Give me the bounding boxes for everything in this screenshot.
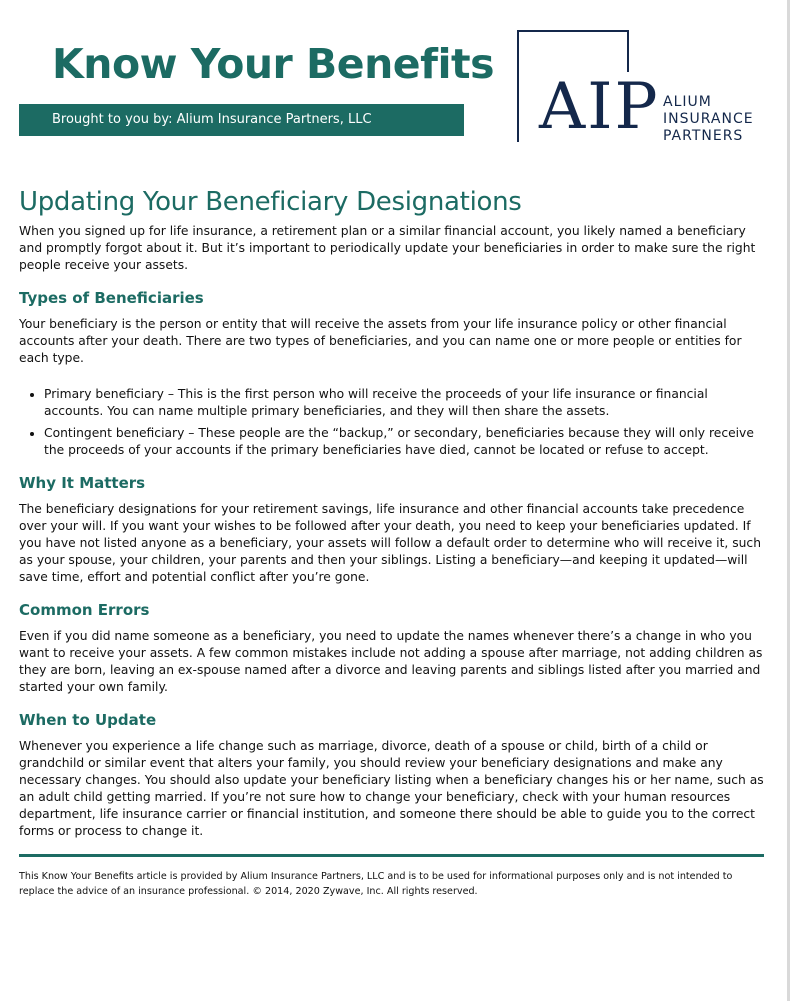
section-body-when: Whenever you experience a life change such as marriage, divorce, death of a spouse or child, birth of a child or grandchild or similar event that alters your family, you should review your beneficiary designations and make any necessary changes. You should also update your beneficiary listing when a beneficiary changes his or her name, such as an adult child getting married. If you’re not sure how to change your beneficiary, check with your human resources department, life insurance carrier or financial institution, and someone there should be able to guide you to the correct forms or process to change it. bbox=[19, 739, 764, 838]
section-heading-errors: Common Errors bbox=[19, 601, 150, 619]
footer-disclaimer: This Know Your Benefits article is provided by Alium Insurance Partners, LLC and is to be used for informational purposes only and is not intended to replace the advice of an insurance professional. © 2014, 2020 Zywave, Inc. All rights reserved. bbox=[19, 871, 733, 897]
footer-divider bbox=[19, 854, 764, 857]
list-item: • Contingent beneficiary – These people are the “backup,” or secondary, beneficiaries because they will only receive the proceeds of your accounts if the primary beneficiaries have died, cannot be located or refuse to accept. bbox=[44, 425, 764, 459]
section-body-errors: Even if you did name someone as a beneficiary, you need to update the names whenever there’s a change in who you want to receive your assets. A few common mistakes include not adding a spouse after marriage, not adding children as they are born, leaving an ex-spouse named after a divorce and leaving parents and siblings listed after you married and started your own family. bbox=[19, 629, 763, 694]
section-heading-when: When to Update bbox=[19, 711, 157, 729]
section-body-types: Your beneficiary is the person or entity that will receive the assets from your life insurance policy or other financial accounts after your death. There are two types of beneficiaries, and you can name one or more people or entities for each type. bbox=[19, 317, 742, 365]
intro-paragraph: When you signed up for life insurance, a retirement plan or a similar financial account, you likely named a beneficiary and promptly forgot about it. But it’s important to periodically update your beneficiaries in order to make sure the right people receive your assets. bbox=[19, 224, 756, 272]
aip-logo bbox=[515, 28, 765, 146]
logo-word-3: PARTNERS bbox=[663, 128, 744, 144]
brought-by-banner: Brought to you by: Alium Insurance Partners, LLC bbox=[19, 104, 464, 136]
logo-wordmark bbox=[663, 94, 754, 145]
logo-word-2: INSURANCE bbox=[663, 111, 754, 127]
beneficiary-types-list bbox=[19, 386, 764, 459]
header-title: Know Your Benefits bbox=[52, 40, 494, 88]
section-heading-why: Why It Matters bbox=[19, 474, 146, 492]
article-title: Updating Your Beneficiary Designations bbox=[19, 187, 522, 217]
article bbox=[19, 187, 764, 899]
list-item: • Primary beneficiary – This is the first person who will receive the proceeds of your life insurance or financial accounts. You can name multiple primary beneficiaries, and they will then share the assets. bbox=[44, 386, 764, 420]
section-body-why: The beneficiary designations for your retirement savings, life insurance and other financial accounts take precedence over your will. If you want your wishes to be followed after your death, you need to keep your beneficiaries updated. If you have not listed anyone as a beneficiary, your assets will follow a default order to determine who will receive it, such as your spouse, your children, your parents and then your siblings. Listing a beneficiary—and keeping it updated—will save time, effort and potential conflict after you’re gone. bbox=[19, 502, 761, 584]
logo-word-1: ALIUM bbox=[663, 94, 712, 110]
section-heading-types: Types of Beneficiaries bbox=[19, 289, 204, 307]
logo-letters: AIP bbox=[535, 72, 664, 142]
